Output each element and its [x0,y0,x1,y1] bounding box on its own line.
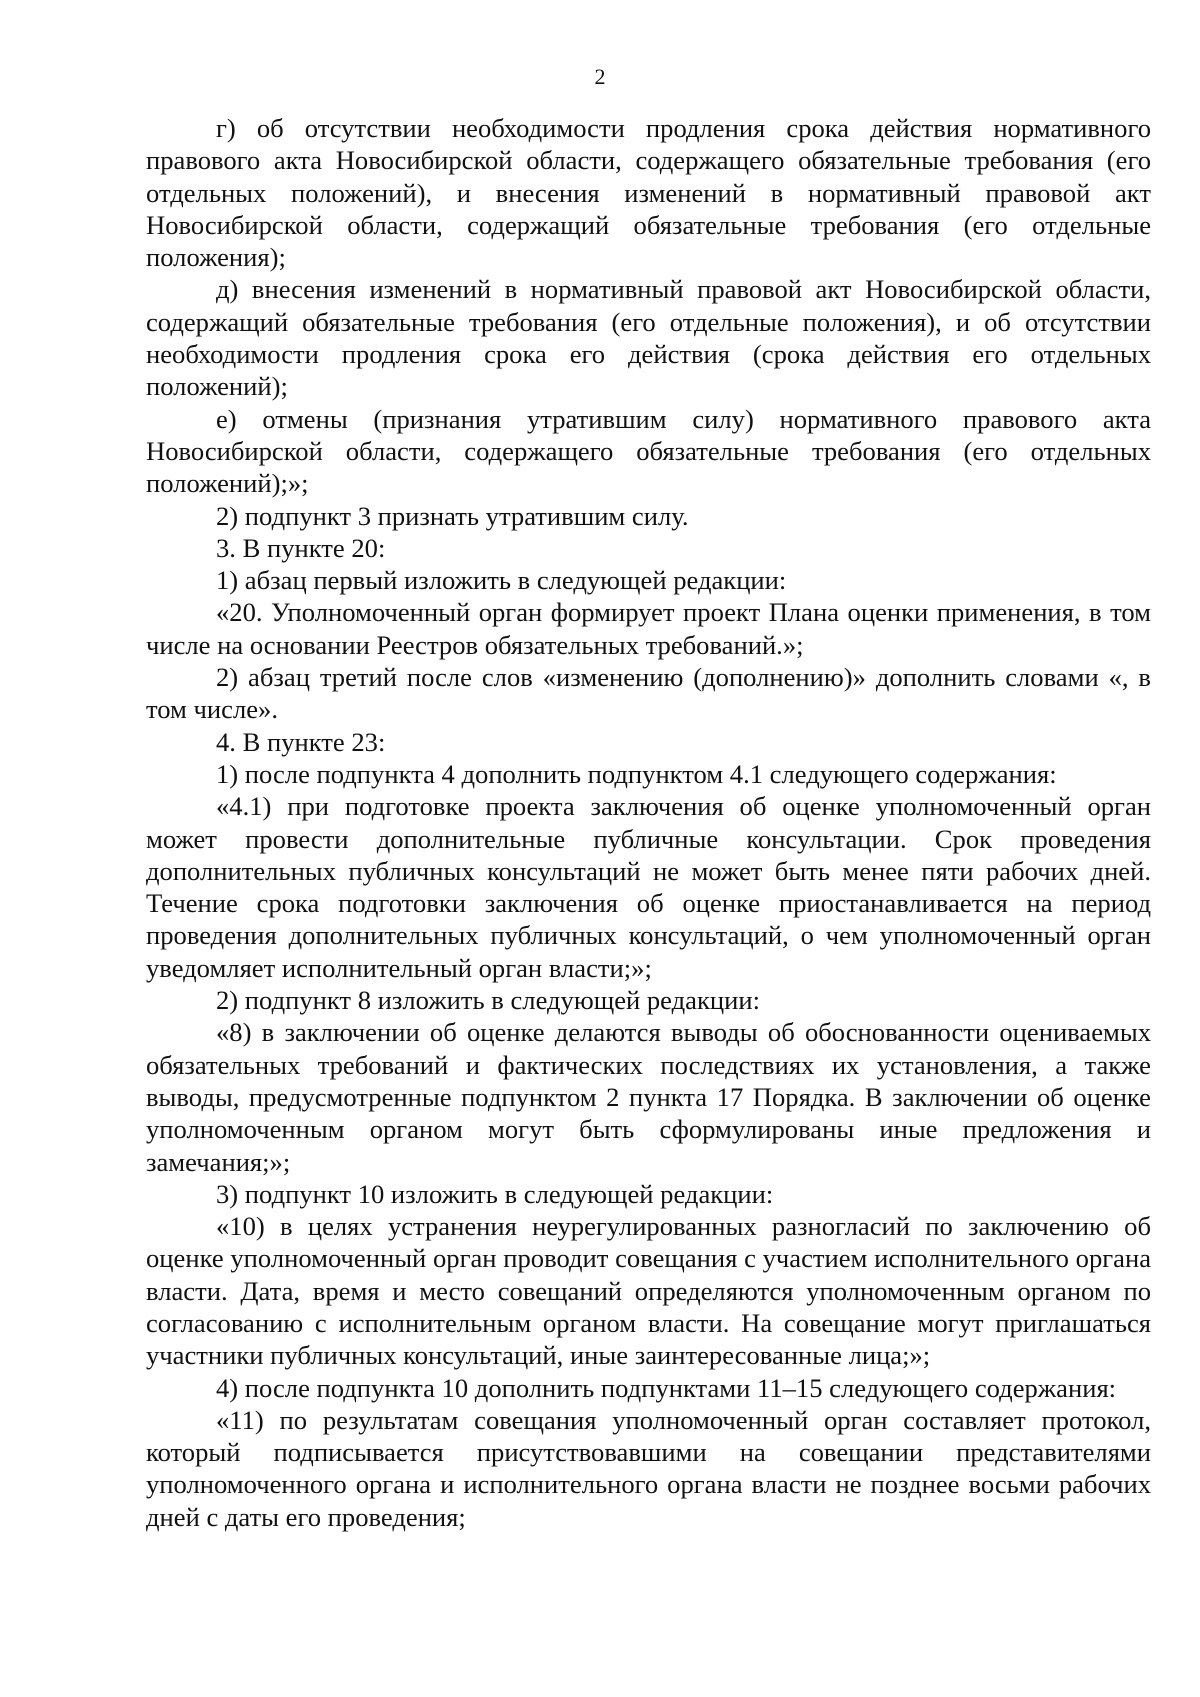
paragraph-point-20-item-1: 1) абзац первый изложить в следующей редакции: [216,565,787,596]
paragraph-point-20-item-2: 2) абзац третий после слов «изменению (дополнению)» дополнить словами «, в том числе». [146,662,1151,725]
paragraph-point-20-new-text: «20. Уполномоченный орган формирует проект Плана оценки применения, в том числе на основании Реестров обязательных требований.»; [146,597,1151,660]
paragraph-d: д) внесения изменений в нормативный правовой акт Новосибирской области, содержащий обязательные требования (его отдельные положения), и об отсутствии необходимости продления срока его действия (срока действия его отдельных положений); [146,274,1151,402]
paragraph-g: г) об отсутствии необходимости продления срока действия нормативного правового акта Новосибирской области, содержащего обязательные требования (его отдельных положений), и внесения изменений в нормативный правовой акт Новосибирской области, содержащий обязательные требования (его отдельные положения); [146,113,1151,273]
paragraph-subpoint-8-text: «8) в заключении об оценке делаются выводы об обоснованности оцениваемых обязательных требований и фактических последствиях их установления, а также выводы, предусмотренные подпунктом 2 пункта 17 Порядка. В заключении об оценке уполномоченным органом могут быть сформулированы иные предложения и замечания;»; [146,1017,1151,1177]
paragraph-point-23-item-1: 1) после подпункта 4 дополнить подпунктом 4.1 следующего содержания: [216,758,1057,789]
document-body [146,112,1151,1533]
paragraph-e: е) отмены (признания утратившим силу) нормативного правового акта Новосибирской области, содержащего обязательные требования (его отдельных положений);»; [146,403,1151,499]
paragraph-point-23-item-3: 3) подпункт 10 изложить в следующей редакции: [216,1178,774,1209]
paragraph-point-20-heading: 3. В пункте 20: [216,532,386,563]
paragraph-subpoint-11-text: «11) по результатам совещания уполномоченный орган составляет протокол, который подписывается присутствовавшими на совещании представителями уполномоченного органа и исполнительного органа власти не позднее восьми рабочих дней с даты его проведения; [146,1404,1151,1532]
paragraph-subpoint-4-1-text: «4.1) при подготовке проекта заключения об оценке уполномоченный орган может провести дополнительные публичные консультации. Срок проведения дополнительных публичных консультаций не может быть менее пяти рабочих дней. Течение срока подготовки заключения об оценке приостанавливается на период проведения дополнительных публичных консультаций, о чем уполномоченный орган уведомляет исполнительный орган власти;»; [146,791,1151,983]
paragraph-subpoint-3-repeal: 2) подпункт 3 признать утратившим силу. [216,500,689,531]
paragraph-point-23-item-2: 2) подпункт 8 изложить в следующей редакции: [216,985,760,1016]
page-number: 2 [594,64,606,89]
paragraph-subpoint-10-text: «10) в целях устранения неурегулированных разногласий по заключению об оценке уполномоченный орган проводит совещания с участием исполнительного органа власти. Дата, время и место совещаний определяются уполномоченным органом по согласованию с исполнительным органом власти. На совещание могут приглашаться участники публичных консультаций, иные заинтересованные лица;»; [146,1211,1151,1371]
paragraph-point-23-item-4: 4) после подпункта 10 дополнить подпунктами 11–15 следующего содержания: [216,1372,1117,1403]
paragraph-point-23-heading: 4. В пункте 23: [216,726,386,757]
